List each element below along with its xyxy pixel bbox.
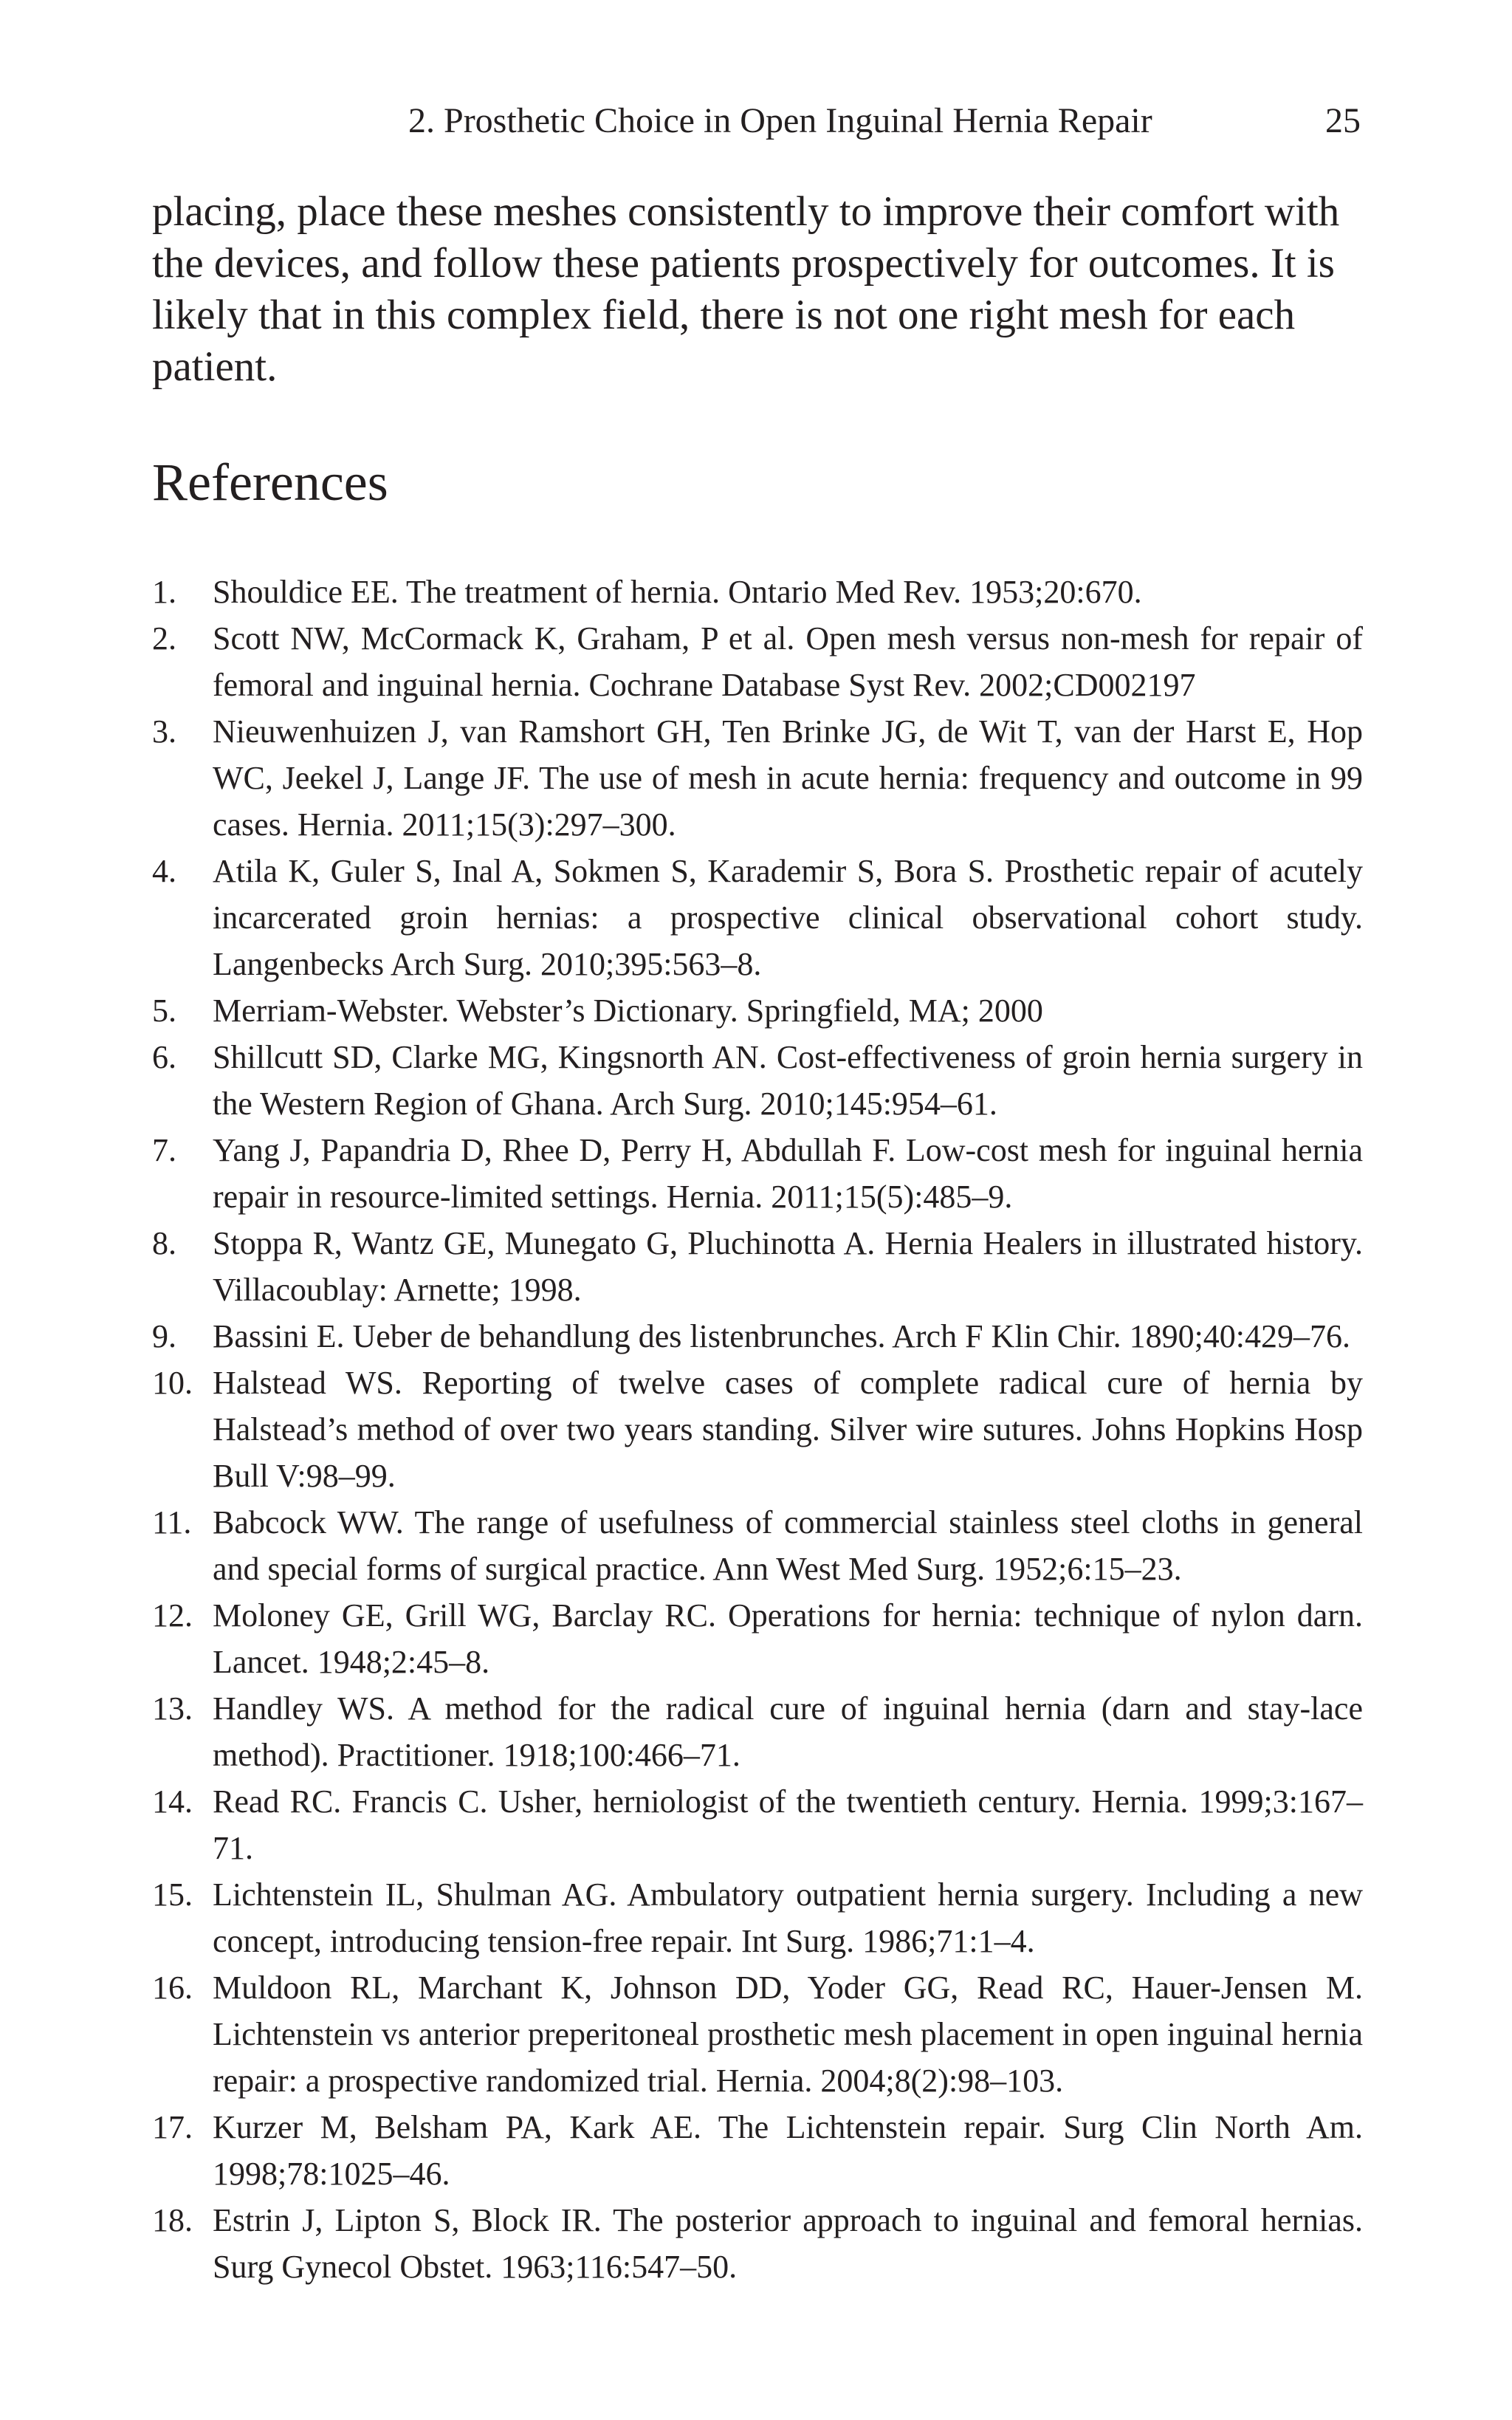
- reference-number: 10.: [152, 1365, 193, 1401]
- running-head-title: 2. Prosthetic Choice in Open Inguinal Hernia Repair: [408, 101, 1152, 140]
- body-paragraph: placing, place these meshes consistently to improve their comfort with the devices, and follow these patients prospectively for outcomes. It is likely that in this complex field, there is not one right mesh for each patient.: [152, 188, 1340, 390]
- reference-number: 14.: [152, 1783, 193, 1820]
- reference-item: [152, 2104, 1363, 2197]
- reference-text: Moloney GE, Grill WG, Barclay RC. Operations for hernia: technique of nylon darn. Lancet. 1948;2:45–8.: [213, 1597, 1363, 1680]
- reference-item: [152, 615, 1363, 708]
- reference-number: 16.: [152, 1970, 193, 2006]
- reference-item: [152, 708, 1363, 848]
- reference-item: [152, 1313, 1363, 1360]
- reference-text: Lichtenstein IL, Shulman AG. Ambulatory outpatient hernia surgery. Including a new concept, introducing tension-free repair. Int Surg. 1986;71:1–4.: [213, 1876, 1363, 1959]
- references-heading: References: [152, 453, 388, 512]
- reference-text: Kurzer M, Belsham PA, Kark AE. The Lichtenstein repair. Surg Clin North Am. 1998;78:1025–46.: [213, 2109, 1363, 2192]
- reference-item: [152, 1592, 1363, 1685]
- reference-text: Muldoon RL, Marchant K, Johnson DD, Yoder GG, Read RC, Hauer-Jensen M. Lichtenstein vs anterior preperitoneal prosthetic mesh placement in open inguinal hernia repair: a prospective randomized trial. Hernia. 2004;8(2):98–103.: [213, 1970, 1363, 2099]
- reference-number: 4.: [152, 853, 176, 889]
- reference-item: [152, 1499, 1363, 1592]
- references-list: [152, 569, 1363, 2290]
- reference-number: 18.: [152, 2202, 193, 2238]
- reference-item: [152, 2197, 1363, 2290]
- reference-item: [152, 1871, 1363, 1964]
- reference-number: 9.: [152, 1318, 176, 1354]
- reference-item: [152, 569, 1363, 615]
- reference-text: Nieuwenhuizen J, van Ramshort GH, Ten Brinke JG, de Wit T, van der Harst E, Hop WC, Jeekel J, Lange JF. The use of mesh in acute hernia: frequency and outcome in 99 cases. Hernia. 2011;15(3):297–300.: [213, 713, 1363, 843]
- reference-text: Atila K, Guler S, Inal A, Sokmen S, Karademir S, Bora S. Prosthetic repair of acutely incarcerated groin hernias: a prospective clinical observational cohort study. Langenbecks Arch Surg. 2010;395:563–8.: [213, 853, 1363, 982]
- reference-text: Shillcutt SD, Clarke MG, Kingsnorth AN. Cost-effectiveness of groin hernia surgery in the Western Region of Ghana. Arch Surg. 2010;145:954–61.: [213, 1039, 1363, 1122]
- reference-number: 13.: [152, 1690, 193, 1727]
- reference-text: Halstead WS. Reporting of twelve cases of complete radical cure of hernia by Halstead’s method of over two years standing. Silver wire sutures. Johns Hopkins Hosp Bull V:98–99.: [213, 1365, 1363, 1494]
- reference-number: 1.: [152, 574, 176, 610]
- reference-item: [152, 848, 1363, 987]
- reference-text: Bassini E. Ueber de behandlung des listenbrunches. Arch F Klin Chir. 1890;40:429–76.: [213, 1318, 1351, 1354]
- running-head: [408, 99, 1361, 143]
- reference-item: [152, 1360, 1363, 1499]
- page-number: 25: [1325, 101, 1361, 140]
- reference-item: [152, 1778, 1363, 1871]
- reference-number: 8.: [152, 1225, 176, 1261]
- reference-item: [152, 1685, 1363, 1778]
- reference-number: 11.: [152, 1504, 192, 1540]
- reference-item: [152, 987, 1363, 1034]
- reference-number: 6.: [152, 1039, 176, 1075]
- reference-item: [152, 1220, 1363, 1313]
- reference-number: 3.: [152, 713, 176, 750]
- reference-item: [152, 1964, 1363, 2104]
- reference-text: Handley WS. A method for the radical cure of inguinal hernia (darn and stay-lace method). Practitioner. 1918;100:466–71.: [213, 1690, 1363, 1773]
- reference-number: 12.: [152, 1597, 193, 1634]
- reference-text: Yang J, Papandria D, Rhee D, Perry H, Abdullah F. Low-cost mesh for inguinal hernia repair in resource-limited settings. Hernia. 2011;15(5):485–9.: [213, 1132, 1363, 1215]
- reference-text: Merriam-Webster. Webster’s Dictionary. Springfield, MA; 2000: [213, 993, 1043, 1029]
- reference-item: [152, 1127, 1363, 1220]
- reference-number: 2.: [152, 620, 176, 657]
- reference-text: Shouldice EE. The treatment of hernia. Ontario Med Rev. 1953;20:670.: [213, 574, 1142, 610]
- reference-number: 15.: [152, 1876, 193, 1913]
- reference-text: Babcock WW. The range of usefulness of commercial stainless steel cloths in general and special forms of surgical practice. Ann West Med Surg. 1952;6:15–23.: [213, 1504, 1363, 1587]
- reference-number: 7.: [152, 1132, 176, 1168]
- reference-number: 17.: [152, 2109, 193, 2145]
- reference-number: 5.: [152, 993, 176, 1029]
- reference-item: [152, 1034, 1363, 1127]
- reference-text: Estrin J, Lipton S, Block IR. The posterior approach to inguinal and femoral hernias. Surg Gynecol Obstet. 1963;116:547–50.: [213, 2202, 1363, 2285]
- reference-text: Read RC. Francis C. Usher, herniologist of the twentieth century. Hernia. 1999;3:167–71.: [213, 1783, 1363, 1866]
- reference-text: Stoppa R, Wantz GE, Munegato G, Pluchinotta A. Hernia Healers in illustrated history. Villacoublay: Arnette; 1998.: [213, 1225, 1363, 1308]
- reference-text: Scott NW, McCormack K, Graham, P et al. Open mesh versus non-mesh for repair of femoral and inguinal hernia. Cochrane Database Syst Rev. 2002;CD002197: [213, 620, 1363, 703]
